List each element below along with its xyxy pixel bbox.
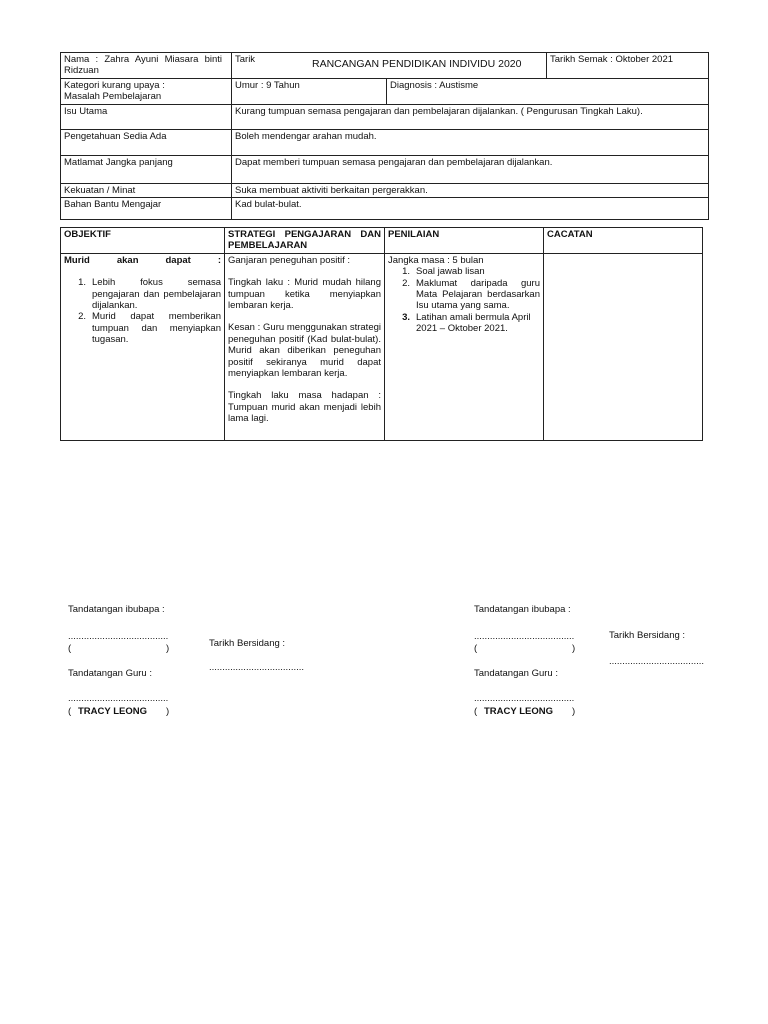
strategi-header: [225, 228, 385, 254]
strategi-cell: [225, 253, 385, 440]
penilaian-cell: [385, 253, 544, 440]
left-teacher-name: TRACY LEONG: [78, 706, 147, 717]
matlamat-label: Matlamat Jangka panjang: [61, 155, 232, 183]
left-ibubapa-sign-line[interactable]: ......................................: [68, 631, 169, 642]
item-number: 2.: [402, 277, 410, 289]
kekuatan-label: Kekuatan / Minat: [61, 183, 232, 197]
left-guru-paren-open: (: [68, 706, 72, 717]
item-text: Latihan amali bermula April 2021 – Oktober 2021.: [416, 311, 531, 335]
isu-utama-value: Kurang tumpuan semasa pengajaran dan pembelajaran dijalankan. ( Pengurusan Tingkah Laku).: [232, 104, 709, 129]
isu-utama-label: Isu Utama: [61, 104, 232, 129]
kategori-value: Masalah Pembelajaran: [64, 91, 162, 103]
kategori-label: Kategori kurang upaya :: [64, 79, 165, 91]
right-guru-label: Tandatangan Guru :: [474, 668, 558, 679]
objektif-cell: [61, 253, 225, 440]
strategi-para-1: Ganjaran peneguhan positif :: [228, 254, 351, 266]
item-text: Lebih fokus semasa pengajaran dan pembelajaran dijalankan.: [92, 277, 221, 311]
list-item: [388, 266, 540, 277]
info-table: [60, 52, 709, 220]
umur-text: Umur : 9 Tahun: [235, 79, 300, 91]
right-guru-sign-line[interactable]: ......................................: [474, 693, 575, 704]
item-number: 2.: [78, 311, 86, 323]
item-number: 1.: [78, 277, 86, 289]
cacatan-header: [544, 228, 703, 254]
left-guru-paren-close: ): [166, 706, 170, 717]
kekuatan-value: Suka membuat aktiviti berkaitan pergerakkan.: [232, 183, 709, 197]
right-teacher-name: TRACY LEONG: [484, 706, 553, 717]
item-text: Maklumat daripada guru Mata Pelajaran berdasarkan Isu utama yang sama.: [416, 277, 540, 312]
right-ibubapa-label: Tandatangan ibubapa :: [474, 604, 571, 615]
penilaian-header-text: PENILAIAN: [388, 229, 440, 240]
list-item: [64, 277, 221, 311]
document-title: RANCANGAN PENDIDIKAN INDIVIDU 2020: [312, 58, 522, 70]
right-tarikh-line[interactable]: ....................................: [609, 656, 705, 667]
umur-cell: [232, 78, 387, 104]
bbm-label: Bahan Bantu Mengajar: [61, 197, 232, 219]
nama-text: Nama : Zahra Ayuni Miasara binti Ridzuan: [64, 54, 222, 77]
item-text: Soal jawab lisan: [416, 266, 485, 278]
left-ibubapa-paren-open: (: [68, 643, 72, 654]
left-tarikh-line[interactable]: ....................................: [209, 662, 305, 673]
objektif-header: [61, 228, 225, 254]
cacatan-header-text: CACATAN: [547, 229, 593, 240]
objektif-intro: Murid akan dapat :: [64, 254, 221, 266]
tarikh-semak-text: Tarikh Semak : Oktober 2021: [550, 54, 674, 65]
diagnosis-text: Diagnosis : Austisme: [390, 79, 479, 91]
plan-table: [60, 227, 703, 441]
item-number: 1.: [402, 266, 410, 278]
right-ibubapa-sign-line[interactable]: ......................................: [474, 631, 575, 642]
right-guru-paren-close: ): [572, 706, 576, 717]
left-ibubapa-label: Tandatangan ibubapa :: [68, 604, 165, 615]
right-ibubapa-paren-close: ): [572, 643, 576, 654]
cacatan-cell: [544, 253, 703, 440]
tarikh-semak-cell: [547, 53, 709, 79]
right-tarikh-label: Tarikh Bersidang :: [609, 630, 686, 641]
pengetahuan-label: Pengetahuan Sedia Ada: [61, 129, 232, 155]
item-number: 3.: [402, 311, 410, 323]
strategi-para-4: Tingkah laku masa hadapan : Tumpuan murid akan menjadi lebih lama lagi.: [228, 390, 381, 425]
penilaian-list: [388, 266, 540, 334]
left-ibubapa-paren-close: ): [166, 643, 170, 654]
pengetahuan-value: Boleh mendengar arahan mudah.: [232, 129, 709, 155]
bbm-value: Kad bulat-bulat.: [232, 197, 709, 219]
kategori-cell: [61, 78, 232, 104]
right-guru-paren-open: (: [474, 706, 478, 717]
nama-cell: [61, 53, 232, 79]
left-guru-label: Tandatangan Guru :: [68, 668, 152, 679]
strategi-para-3: Kesan : Guru menggunakan strategi peneguhan positif (Kad bulat-bulat). Murid akan diberikan peneguhan positif sekiranya murid dapat menyiapkan lembaran kerja.: [228, 322, 381, 379]
diagnosis-cell: [387, 78, 709, 104]
list-item: [64, 311, 221, 345]
penilaian-header: [385, 228, 544, 254]
tarikh-cut-cell: [232, 53, 547, 79]
strategi-para-2: Tingkah laku : Murid mudah hilang tumpuan ketika menyiapkan lembaran kerja.: [228, 277, 381, 311]
left-tarikh-label: Tarikh Bersidang :: [209, 638, 286, 649]
objektif-list: [64, 277, 221, 345]
strategi-header-text: STRATEGI PENGAJARAN DAN PEMBELAJARAN: [228, 229, 381, 252]
item-text: Murid dapat memberikan tumpuan dan menyiapkan tugasan.: [92, 311, 221, 346]
tarikh-cut-text: Tarik: [235, 54, 256, 65]
objektif-header-text: OBJEKTIF: [64, 229, 111, 240]
matlamat-value: Dapat memberi tumpuan semasa pengajaran dan pembelajaran dijalankan.: [232, 155, 709, 183]
list-item: [388, 312, 540, 335]
left-guru-sign-line[interactable]: ......................................: [68, 693, 169, 704]
list-item: [388, 278, 540, 312]
penilaian-intro: Jangka masa : 5 bulan: [388, 254, 484, 266]
right-ibubapa-paren-open: (: [474, 643, 478, 654]
